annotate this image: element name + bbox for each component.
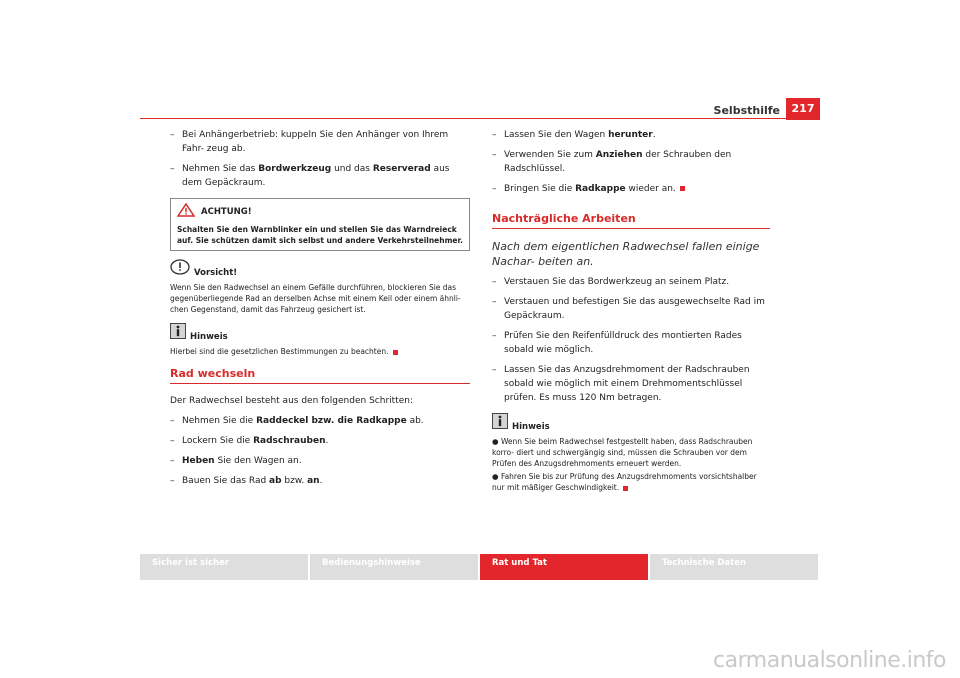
- step-dash: –: [170, 164, 175, 174]
- step-text: ab.: [406, 416, 424, 426]
- right-column: [492, 128, 770, 495]
- step-emphasis: Bordwerkzeug: [258, 164, 332, 174]
- step-text: Lassen Sie das Anzugsdrehmoment der Radschrauben sobald wie möglich mit einem Drehmomentschlüssel prüfen. Es muss 120 Nm betragen.: [504, 365, 750, 403]
- step-dash: –: [492, 365, 497, 375]
- step-dash: –: [170, 476, 175, 486]
- left-steps: [170, 414, 470, 488]
- left-steps-top: [170, 128, 470, 190]
- step-dash: –: [492, 130, 497, 140]
- note-heading: [170, 323, 470, 344]
- step-emphasis: ab: [269, 476, 282, 486]
- footer-tab[interactable]: Technische Daten: [650, 554, 818, 580]
- step-item: [492, 363, 770, 405]
- warning-box: [170, 198, 470, 251]
- step-text: Lassen Sie den Wagen: [504, 130, 609, 140]
- note-text: Hierbei sind die gesetzlichen Bestimmungen zu beachten.: [170, 346, 470, 357]
- step-text: aus dem Gepäckraum.: [182, 164, 450, 188]
- warning-title: ACHTUNG!: [201, 206, 252, 217]
- bullet-dot-icon: ●: [492, 437, 501, 446]
- step-item: [492, 295, 770, 323]
- step-text: bzw.: [281, 476, 308, 486]
- caution-heading: [170, 259, 470, 280]
- step-item: [170, 474, 470, 488]
- step-item: [170, 434, 470, 448]
- caution-text: Wenn Sie den Radwechsel an einem Gefälle durchführen, blockieren Sie das gegenüberliegende Rad an derselben Achse mit einem Keil oder einem ähnli- chen Gegenstand, damit das Fahrzeug gesichert ist.: [170, 283, 461, 314]
- step-dash: –: [170, 416, 175, 426]
- step-text: .: [652, 130, 656, 140]
- section-rule: [492, 228, 770, 229]
- note-bullet: [492, 471, 770, 493]
- step-text: Verwenden Sie zum: [504, 150, 596, 160]
- step-item: [492, 182, 770, 196]
- page-number: 217: [786, 98, 820, 120]
- step-text: Verstauen Sie das Bordwerkzeug an seinem Platz.: [504, 277, 730, 287]
- section-title-nachtraegliche-arbeiten: Nachträgliche Arbeiten: [492, 212, 636, 225]
- note-title: Hinweis: [190, 332, 228, 342]
- step-emphasis: Raddeckel bzw. die Radkappe: [256, 416, 407, 426]
- step-item: [492, 128, 770, 142]
- step-dash: –: [492, 277, 497, 287]
- step-item: [170, 162, 470, 190]
- step-dash: –: [492, 184, 497, 194]
- section-subtitle: Nach dem eigentlichen Radwechsel fallen einige Nachar- beiten an.: [492, 240, 760, 268]
- note-heading-right: [492, 413, 770, 434]
- info-icon: [492, 413, 508, 434]
- footer-tab[interactable]: Sicher ist sicher: [140, 554, 308, 580]
- right-steps-top: [492, 128, 770, 196]
- step-text: Sie den Wagen an.: [214, 456, 302, 466]
- step-emphasis: Radkappe: [575, 184, 626, 194]
- section-end-marker: [623, 486, 628, 491]
- step-text: Nehmen Sie das: [182, 164, 259, 174]
- step-dash: –: [492, 297, 497, 307]
- step-text: Prüfen Sie den Reifenfülldruck des montierten Rades sobald wie möglich.: [504, 331, 742, 355]
- step-dash: –: [492, 331, 497, 341]
- step-item: [492, 329, 770, 357]
- step-emphasis: herunter: [608, 130, 653, 140]
- step-text: der Schrauben den Radschlüssel.: [504, 150, 732, 174]
- left-column: [170, 128, 470, 494]
- step-dash: –: [170, 456, 175, 466]
- step-text: .: [325, 436, 329, 446]
- step-text: Bringen Sie die: [504, 184, 576, 194]
- note-bullet: [492, 436, 770, 469]
- footer-tab[interactable]: Rat und Tat: [480, 554, 648, 580]
- step-emphasis: an: [307, 476, 320, 486]
- caution-title: Vorsicht!: [194, 268, 238, 278]
- step-emphasis: Reserverad: [372, 164, 431, 174]
- intro-text: Der Radwechsel besteht aus den folgenden Schritten:: [170, 396, 413, 406]
- step-item: [170, 454, 470, 468]
- step-emphasis: Heben: [182, 456, 215, 466]
- header-title: Selbsthilfe: [713, 104, 780, 117]
- step-emphasis: Anziehen: [595, 150, 643, 160]
- step-text: Bauen Sie das Rad: [182, 476, 270, 486]
- section-rule: [170, 383, 470, 384]
- step-text: Lockern Sie die: [182, 436, 254, 446]
- footer-tab[interactable]: Bedienungshinweise: [310, 554, 478, 580]
- bullet-dot-icon: ●: [492, 472, 501, 481]
- note-bullets: [492, 436, 770, 493]
- step-item: [170, 414, 470, 428]
- step-item: [492, 275, 770, 289]
- step-text: und das: [331, 164, 373, 174]
- step-dash: –: [170, 436, 175, 446]
- step-dash: –: [170, 130, 175, 140]
- bullet-text: Wenn Sie beim Radwechsel festgestellt haben, dass Radschrauben korro- diert und schwergängig sind, müssen die Schrauben vor dem Prüfen des Anzugsdrehmoments erneuert werden.: [492, 437, 753, 468]
- step-text: wieder an.: [625, 184, 676, 194]
- step-item: [492, 148, 770, 176]
- header-rule: [140, 118, 820, 119]
- info-icon: [170, 323, 186, 344]
- step-text: Nehmen Sie die: [182, 416, 257, 426]
- caution-icon: [170, 259, 190, 280]
- step-item: [170, 128, 470, 156]
- step-dash: –: [492, 150, 497, 160]
- warning-text: Schalten Sie den Warnblinker ein und stellen Sie das Warndreieck auf. Sie schützen damit sich selbst und andere Verkehrsteilnehmer.: [177, 225, 463, 245]
- step-text: .: [319, 476, 323, 486]
- section-title-rad-wechseln: Rad wechseln: [170, 367, 256, 380]
- step-emphasis: Radschrauben: [253, 436, 326, 446]
- watermark: carmanualsonline.info: [713, 648, 946, 673]
- note-title-right: Hinweis: [512, 422, 550, 432]
- right-steps: [492, 275, 770, 405]
- warning-triangle-icon: [177, 203, 195, 221]
- section-end-marker: [680, 186, 685, 191]
- step-text: Verstauen und befestigen Sie das ausgewechselte Rad im Gepäckraum.: [504, 297, 765, 321]
- bullet-text: Fahren Sie bis zur Prüfung des Anzugsdrehmoments vorsichtshalber nur mit mäßiger Geschwindigkeit.: [492, 472, 757, 492]
- step-text: Bei Anhängerbetrieb: kuppeln Sie den Anhänger von Ihrem Fahr- zeug ab.: [182, 130, 449, 154]
- section-end-marker: [393, 350, 398, 355]
